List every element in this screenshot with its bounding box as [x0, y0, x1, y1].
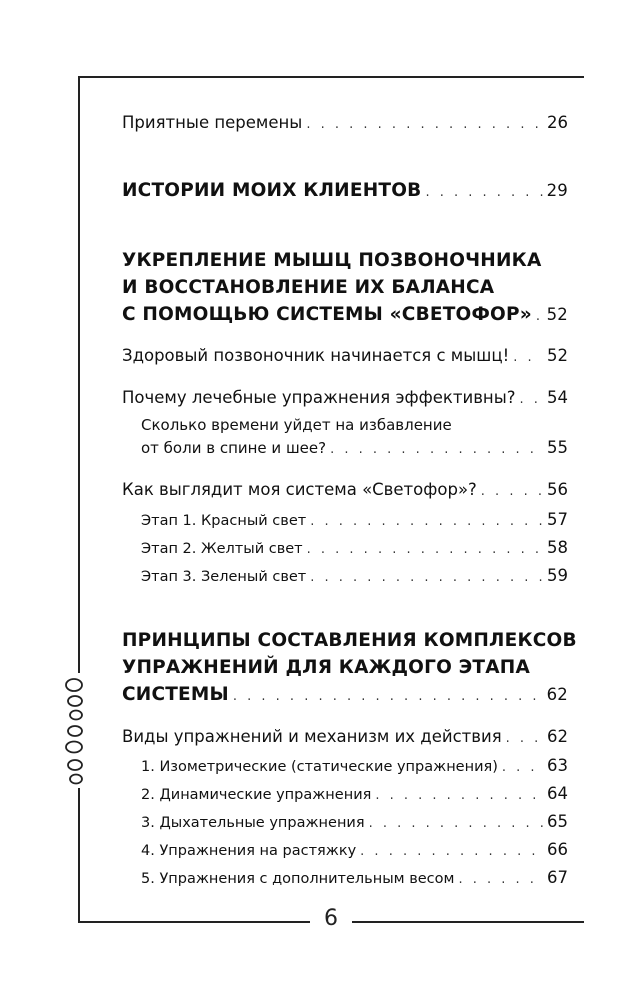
leader-dots — [310, 514, 543, 529]
toc-subentry-title: 3. Дыхательные упражнения — [141, 815, 365, 831]
toc-chapter-title-line: ПРИНЦИПЫ СОСТАВЛЕНИЯ КОМПЛЕКСОВ — [122, 630, 577, 651]
toc-chapter — [122, 684, 568, 705]
toc-subentry-page: 63 — [547, 756, 568, 775]
toc-subentry-title: Этап 3. Зеленый свет — [141, 569, 307, 585]
toc-subentry-title: 4. Упражнения на растяжку — [141, 843, 357, 859]
toc-entry-page: 56 — [547, 480, 568, 499]
toc-subentry — [141, 840, 568, 859]
toc-chapter-title: ИСТОРИИ МОИХ КЛИЕНТОВ — [122, 180, 422, 201]
toc-chapter-page: 62 — [546, 685, 568, 704]
toc-subentry-page: 64 — [547, 784, 568, 803]
toc-chapter-page: 52 — [546, 305, 568, 324]
toc-subentry-page: 57 — [547, 510, 568, 529]
toc-subentry — [141, 868, 568, 887]
leader-dots — [306, 117, 543, 132]
leader-dots — [506, 731, 543, 746]
toc-subentry — [141, 784, 568, 803]
leader-dots — [307, 542, 543, 557]
toc-subentry-page: 59 — [547, 566, 568, 585]
leader-dots — [425, 185, 542, 200]
toc-subentry-page: 58 — [547, 538, 568, 557]
toc-entry-title: Приятные перемены — [122, 113, 303, 132]
toc-entry — [122, 727, 568, 746]
toc-subentry — [141, 510, 568, 529]
toc-subentry-title-line: Сколько времени уйдет на избавление — [141, 416, 452, 434]
toc-subentry — [141, 566, 568, 585]
leader-dots — [536, 309, 543, 324]
toc-entry — [122, 388, 568, 407]
toc-subentry — [141, 538, 568, 557]
toc-subentry — [141, 438, 568, 457]
leader-dots — [520, 392, 544, 407]
leader-dots — [502, 760, 543, 775]
leader-dots — [369, 816, 543, 831]
toc-entry-title: Виды упражнений и механизм их действия — [122, 727, 502, 746]
toc-subentry — [141, 812, 568, 831]
toc-subentry-page: 55 — [547, 438, 568, 457]
toc-chapter — [122, 180, 568, 201]
toc-subentry-title: 1. Изометрические (статические упражнения) — [141, 759, 498, 775]
page-number: 6 — [324, 906, 338, 931]
toc-subentry-title: Этап 1. Красный свет — [141, 513, 307, 529]
toc-chapter-title-line: УКРЕПЛЕНИЕ МЫШЦ ПОЗВОНОЧНИКА — [122, 250, 542, 271]
toc-subentry — [141, 756, 568, 775]
toc-chapter-page: 29 — [546, 181, 568, 200]
toc-subentry-title: 2. Динамические упражнения — [141, 787, 372, 803]
leader-dots — [375, 788, 543, 803]
leader-dots — [481, 484, 543, 499]
toc-entry — [122, 346, 568, 365]
leader-dots — [513, 350, 543, 365]
toc-subentry-title: 5. Упражнения с дополнительным весом — [141, 871, 455, 887]
frame-bottom-rule-left — [78, 921, 310, 923]
toc-subentry-title-line: от боли в спине и шее? — [141, 439, 327, 457]
toc-chapter-title-line: СИСТЕМЫ — [122, 684, 229, 705]
toc-chapter-title-line: УПРАЖНЕНИЙ ДЛЯ КАЖДОГО ЭТАПА — [122, 657, 530, 678]
toc-subentry-page: 65 — [547, 812, 568, 831]
toc-entry — [122, 480, 568, 499]
frame-bottom-rule-right — [352, 921, 584, 923]
leader-dots — [458, 872, 543, 887]
toc-entry-title: Как выглядит моя система «Светофор»? — [122, 480, 477, 499]
toc-entry-page: 26 — [547, 113, 568, 132]
toc-chapter — [122, 304, 568, 325]
toc-entry-title: Почему лечебные упражнения эффективны? — [122, 388, 516, 407]
leader-dots — [360, 844, 543, 859]
toc-entry-page: 62 — [547, 727, 568, 746]
toc-entry-page: 52 — [547, 346, 568, 365]
toc-entry-title: Здоровый позвоночник начинается с мышц! — [122, 346, 510, 365]
toc-subentry-page: 66 — [547, 840, 568, 859]
toc-subentry-page: 67 — [547, 868, 568, 887]
toc-subentry-title: Этап 2. Желтый свет — [141, 541, 303, 557]
leader-dots — [233, 689, 543, 704]
toc-chapter-title-line: И ВОССТАНОВЛЕНИЕ ИХ БАЛАНСА — [122, 277, 495, 298]
toc-entry-page: 54 — [547, 388, 568, 407]
toc-entry — [122, 113, 568, 132]
toc-chapter-title-line: С ПОМОЩЬЮ СИСТЕМЫ «СВЕТОФОР» — [122, 304, 532, 325]
leader-dots — [330, 442, 543, 457]
leader-dots — [310, 570, 543, 585]
